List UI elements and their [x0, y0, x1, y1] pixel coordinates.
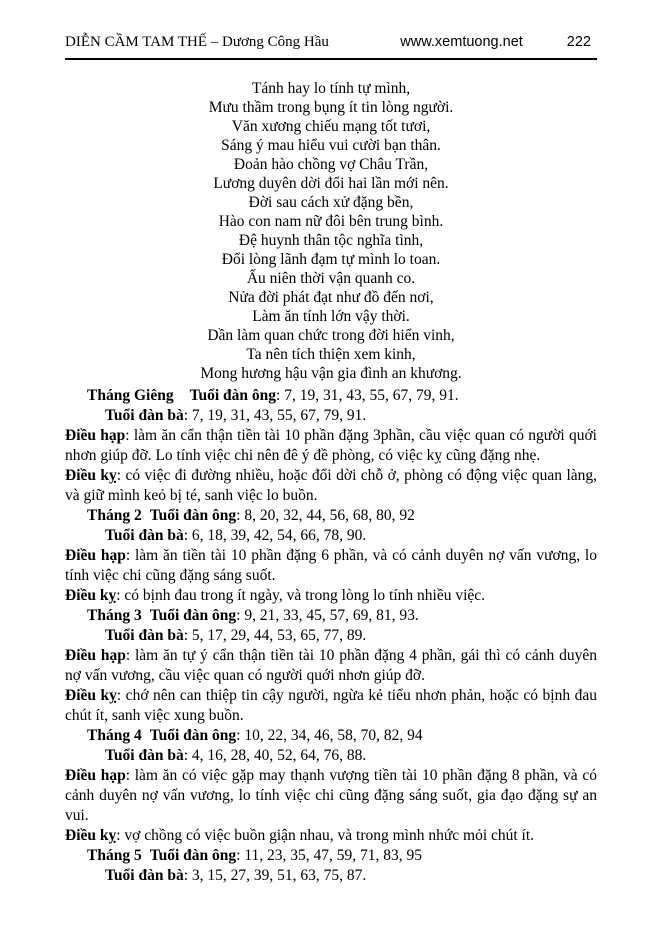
poem-line: Văn xương chiếu mạng tốt tươi,	[231, 118, 431, 135]
men-ages-label: Tuổi đàn ông	[149, 847, 237, 864]
poem-line: Làm ăn tính lớn vậy thời.	[252, 308, 410, 325]
month-heading	[87, 846, 597, 866]
ky-text: : chớ nên can thiệp tin cậy người, ngừa kẻ tiểu nhơn phản, hoặc có bịnh đau chút ít, sanh việc xung buồn.	[65, 687, 597, 724]
hap-paragraph	[65, 546, 597, 586]
hap-label: Điều hạp	[65, 647, 126, 664]
month-label: Tháng 3	[87, 607, 142, 624]
poem-line: Nửa đời phát đạt như đồ đến nơi,	[228, 289, 434, 306]
poem-line: Ta nên tích thiện xem kinh,	[246, 346, 416, 363]
women-ages-label: Tuổi đàn bà	[105, 867, 184, 884]
women-heading	[105, 866, 597, 886]
hap-label: Điều hạp	[65, 547, 126, 564]
women-ages-label: Tuổi đàn bà	[105, 747, 184, 764]
men-ages-label: Tuổi đàn ông	[149, 507, 237, 524]
men-ages-label: Tuổi đàn ông	[149, 727, 237, 744]
poem-line: Mưu thầm trong bụng ít tin lòng người.	[208, 99, 454, 116]
month-heading	[87, 606, 597, 626]
hap-paragraph	[65, 646, 597, 686]
month-section-5	[65, 846, 597, 886]
women-ages: : 7, 19, 31, 43, 55, 67, 79, 91.	[183, 407, 367, 424]
poem-line: Dần làm quan chức trong đời hiển vinh,	[207, 327, 455, 344]
website-url: www.xemtuong.net	[400, 34, 523, 50]
women-ages: : 3, 15, 27, 39, 51, 63, 75, 87.	[183, 867, 367, 884]
women-ages-label: Tuổi đàn bà	[105, 527, 184, 544]
poem-block	[65, 79, 597, 383]
women-heading	[105, 746, 597, 766]
ky-paragraph	[65, 826, 597, 846]
men-ages: : 8, 20, 32, 44, 56, 68, 80, 92	[236, 507, 415, 524]
poem-line: Hào con nam nữ đôi bên trung bình.	[218, 213, 444, 230]
poem-line: Sáng ý mau hiểu vui cười bạn thân.	[221, 137, 441, 154]
hap-label: Điều hạp	[65, 427, 126, 444]
poem-line: Đoản hào chồng vợ Châu Trần,	[233, 156, 429, 173]
ky-paragraph	[65, 466, 597, 506]
month-section-gieng	[65, 386, 597, 506]
ky-label: Điều kỵ	[65, 467, 117, 484]
months-content	[65, 386, 597, 886]
hap-text: : làm ăn có việc gặp may thạnh vượng tiền tài 10 phần đặng 8 phần, và có cảnh duyên nợ vấn vương, lo tính việc chi cũng đặng sáng suốt, gia đạo đặng sự an vui.	[65, 767, 597, 824]
ky-text: : vợ chồng có việc buồn giận nhau, và trong mình nhức mỏi chút ít.	[116, 827, 535, 844]
ky-text: : có bịnh đau trong ít ngày, và trong lòng lo tính nhiều việc.	[116, 587, 486, 604]
month-heading	[87, 506, 597, 526]
poem-line: Tánh hay lo tính tự mình,	[251, 80, 411, 97]
women-ages: : 6, 18, 39, 42, 54, 66, 78, 90.	[183, 527, 367, 544]
month-section-2	[65, 506, 597, 606]
month-label: Tháng Giêng	[87, 387, 174, 404]
header-divider	[65, 58, 597, 60]
month-label: Tháng 5	[87, 847, 142, 864]
page-header	[65, 34, 597, 51]
month-heading	[87, 726, 597, 746]
poem-line: Lương duyên dời đổi hai lần mới nên.	[213, 175, 449, 192]
ky-label: Điều kỵ	[65, 827, 117, 844]
hap-paragraph	[65, 766, 597, 826]
month-section-4	[65, 726, 597, 846]
month-heading	[87, 386, 597, 406]
hap-label: Điều hạp	[65, 767, 126, 784]
men-ages: : 7, 19, 31, 43, 55, 67, 79, 91.	[276, 387, 459, 404]
men-ages: : 9, 21, 33, 45, 57, 69, 81, 93.	[236, 607, 419, 624]
poem-line: Đệ huynh thân tộc nghĩa tình,	[238, 232, 424, 249]
men-ages: : 11, 23, 35, 47, 59, 71, 83, 95	[236, 847, 423, 864]
ky-paragraph	[65, 586, 597, 606]
ky-label: Điều kỵ	[65, 687, 117, 704]
hap-text: : làm ăn cẩn thận tiền tài 10 phần đặng 3phần, cầu việc quan có người quới nhơn giúp đỡ. Lo tính việc chi nên đê ý đề phòng, có việc kỵ cũng đặng nhẹ.	[65, 427, 597, 464]
women-heading	[105, 626, 597, 646]
women-ages-label: Tuổi đàn bà	[105, 407, 184, 424]
ky-text: : có việc đi đường nhiều, hoặc đổi dời chỗ ở, phòng có động việc quan làng, và giữ mình keỏ bị té, sanh việc lo buồn.	[65, 467, 598, 504]
month-section-3	[65, 606, 597, 726]
poem-line: Mong hương hậu vận gia đình an khương.	[200, 365, 462, 382]
document-title: DIỄN CẦM TAM THẾ – Dương Công Hầu	[65, 34, 329, 50]
month-label: Tháng 2	[87, 507, 142, 524]
hap-text: : làm ăn tự ý cẩn thận tiền tài 10 phần đặng 4 phần, gái thì có cảnh duyên nợ vấn vương, cầu việc quan có người quới nhơn giúp đỡ.	[65, 647, 597, 684]
women-heading	[105, 406, 597, 426]
poem-line: Ấu niên thời vận quanh co.	[246, 270, 416, 287]
ky-label: Điều kỵ	[65, 587, 117, 604]
poem-line: Đời sau cách xử đặng bền,	[248, 194, 414, 211]
women-ages-label: Tuổi đàn bà	[105, 627, 184, 644]
ky-paragraph	[65, 686, 597, 726]
women-ages: : 4, 16, 28, 40, 52, 64, 76, 88.	[183, 747, 367, 764]
month-label: Tháng 4	[87, 727, 142, 744]
men-ages-label: Tuổi đàn ông	[189, 387, 277, 404]
poem-line: Đổi lòng lãnh đạm tự mình lo toan.	[221, 251, 441, 268]
page-number: 222	[566, 34, 591, 50]
hap-paragraph	[65, 426, 597, 466]
women-heading	[105, 526, 597, 546]
men-ages-label: Tuổi đàn ông	[149, 607, 237, 624]
hap-text: : làm ăn tiền tài 10 phần đặng 6 phần, và có cảnh duyên nợ vấn vương, lo tính việc chi cũng đặng sáng suốt.	[65, 547, 597, 584]
men-ages: : 10, 22, 34, 46, 58, 70, 82, 94	[236, 727, 423, 744]
women-ages: : 5, 17, 29, 44, 53, 65, 77, 89.	[183, 627, 367, 644]
